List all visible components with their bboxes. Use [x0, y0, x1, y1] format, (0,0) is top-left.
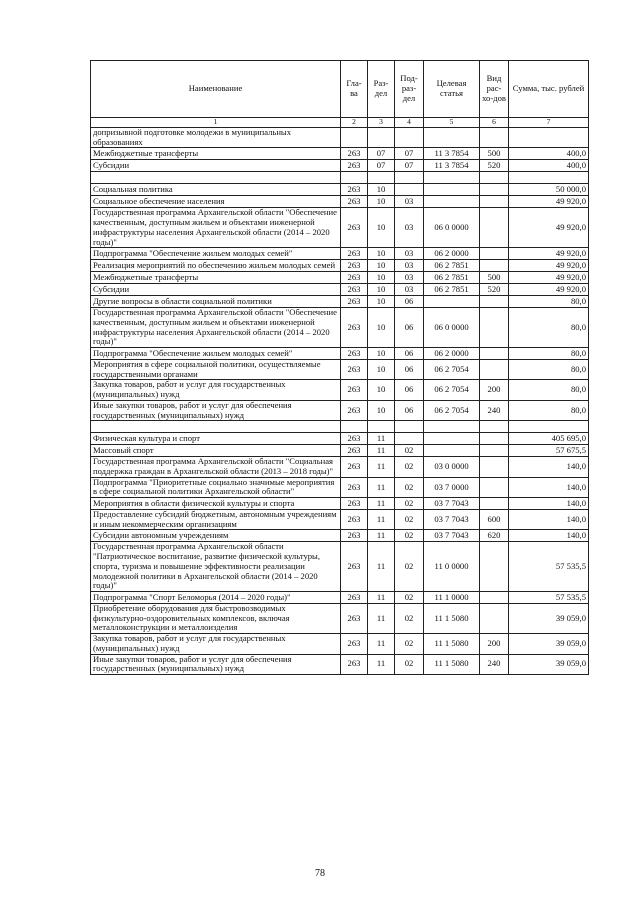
row-section: 11: [368, 530, 395, 542]
row-section: 10: [368, 348, 395, 360]
col-header-section: Раз-дел: [368, 61, 395, 118]
row-subsection: [395, 421, 424, 433]
row-chapter: 263: [341, 477, 368, 497]
row-name: Реализация мероприятий по обеспечению жильем молодых семей: [91, 260, 341, 272]
col-header-expense-type: Вид рас-хо-дов: [480, 61, 509, 118]
row-chapter: 263: [341, 603, 368, 633]
row-amount: 49 920,0: [509, 208, 589, 248]
col-number: 2: [341, 118, 368, 128]
row-subsection: 03: [395, 208, 424, 248]
row-subsection: 06: [395, 400, 424, 420]
row-chapter: 263: [341, 530, 368, 542]
row-subsection: [395, 184, 424, 196]
row-subsection: 02: [395, 477, 424, 497]
row-target-item: [424, 296, 480, 308]
page-number: 78: [315, 868, 325, 879]
row-section: 10: [368, 196, 395, 208]
row-expense-type: [480, 196, 509, 208]
col-number: 6: [480, 118, 509, 128]
table-row: [91, 184, 589, 196]
row-subsection: 02: [395, 603, 424, 633]
row-amount: 49 920,0: [509, 260, 589, 272]
row-expense-type: [480, 260, 509, 272]
row-subsection: 02: [395, 457, 424, 477]
row-chapter: 263: [341, 360, 368, 380]
row-name: Физическая культура и спорт: [91, 433, 341, 445]
row-amount: 400,0: [509, 160, 589, 172]
row-subsection: 07: [395, 148, 424, 160]
row-target-item: 03 7 7043: [424, 498, 480, 510]
row-name: Закупка товаров, работ и услуг для государственных (муниципальных) нужд: [91, 380, 341, 400]
table-row: [91, 248, 589, 260]
row-amount: 140,0: [509, 457, 589, 477]
table-row: [91, 498, 589, 510]
row-expense-type: [480, 348, 509, 360]
row-name: Межбюджетные трансферты: [91, 148, 341, 160]
row-name: Иные закупки товаров, работ и услуг для обеспечения государственных (муниципальных) нужд: [91, 654, 341, 674]
budget-table: [90, 60, 589, 675]
row-name: Государственная программа Архангельской области "Обеспечение качественным, доступным жильем и объектами инженерной инфраструктуры населения Архангельской области (2014 – 2020 годы)": [91, 208, 341, 248]
row-chapter: 263: [341, 457, 368, 477]
row-amount: 80,0: [509, 400, 589, 420]
column-number-row: [91, 118, 589, 128]
row-expense-type: [480, 542, 509, 592]
row-name: Субсидии: [91, 284, 341, 296]
row-target-item: 06 2 7054: [424, 400, 480, 420]
row-expense-type: [480, 308, 509, 348]
row-subsection: 02: [395, 634, 424, 654]
table-row: [91, 296, 589, 308]
row-name: Иные закупки товаров, работ и услуг для обеспечения государственных (муниципальных) нужд: [91, 400, 341, 420]
row-expense-type: [480, 457, 509, 477]
table-row: [91, 360, 589, 380]
col-number: 5: [424, 118, 480, 128]
row-target-item: 06 2 0000: [424, 248, 480, 260]
row-amount: 39 059,0: [509, 603, 589, 633]
table-body: [91, 128, 589, 675]
table-row: [91, 654, 589, 674]
row-amount: 80,0: [509, 380, 589, 400]
row-chapter: [341, 421, 368, 433]
row-expense-type: 520: [480, 284, 509, 296]
table-spacer-row: [91, 421, 589, 433]
table-row: [91, 348, 589, 360]
row-amount: 57 675,5: [509, 445, 589, 457]
row-subsection: 07: [395, 160, 424, 172]
row-chapter: 263: [341, 542, 368, 592]
row-expense-type: 200: [480, 380, 509, 400]
row-chapter: 263: [341, 380, 368, 400]
row-subsection: 02: [395, 542, 424, 592]
row-name: [91, 421, 341, 433]
row-amount: 405 695,0: [509, 433, 589, 445]
row-name: Закупка товаров, работ и услуг для государственных (муниципальных) нужд: [91, 634, 341, 654]
table-row: [91, 308, 589, 348]
row-chapter: 263: [341, 308, 368, 348]
row-amount: 49 920,0: [509, 272, 589, 284]
row-chapter: 263: [341, 148, 368, 160]
row-expense-type: 240: [480, 400, 509, 420]
row-section: 11: [368, 498, 395, 510]
row-name: Субсидии автономным учреждениям: [91, 530, 341, 542]
row-subsection: 06: [395, 380, 424, 400]
row-chapter: 263: [341, 284, 368, 296]
table-row: [91, 196, 589, 208]
row-amount: 49 920,0: [509, 196, 589, 208]
row-target-item: 06 0 0000: [424, 208, 480, 248]
row-amount: 57 535,5: [509, 591, 589, 603]
table-row: [91, 530, 589, 542]
row-section: 11: [368, 445, 395, 457]
row-target-item: 11 0 0000: [424, 542, 480, 592]
row-expense-type: [480, 208, 509, 248]
row-expense-type: 620: [480, 530, 509, 542]
table-row: [91, 260, 589, 272]
row-chapter: 263: [341, 591, 368, 603]
row-amount: 57 535,5: [509, 542, 589, 592]
row-amount: 140,0: [509, 510, 589, 530]
row-chapter: 263: [341, 160, 368, 172]
row-chapter: 263: [341, 184, 368, 196]
row-target-item: 11 1 5080: [424, 603, 480, 633]
row-subsection: 02: [395, 654, 424, 674]
row-target-item: 06 2 7054: [424, 380, 480, 400]
row-amount: 140,0: [509, 530, 589, 542]
row-name: Подпрограмма "Спорт Беломорья (2014 – 2020 годы)": [91, 591, 341, 603]
row-chapter: 263: [341, 208, 368, 248]
row-section: 11: [368, 477, 395, 497]
row-name: Мероприятия в сфере социальной политики, осуществляемые государственными органами: [91, 360, 341, 380]
row-target-item: 11 3 7854: [424, 160, 480, 172]
col-header-chapter: Гла-ва: [341, 61, 368, 118]
row-amount: 80,0: [509, 348, 589, 360]
col-number: 4: [395, 118, 424, 128]
row-amount: 80,0: [509, 308, 589, 348]
row-expense-type: 500: [480, 148, 509, 160]
row-name: Мероприятия в области физической культуры и спорта: [91, 498, 341, 510]
row-target-item: 06 0 0000: [424, 308, 480, 348]
row-target-item: 03 0 0000: [424, 457, 480, 477]
row-target-item: [424, 433, 480, 445]
row-expense-type: 520: [480, 160, 509, 172]
row-expense-type: [480, 360, 509, 380]
row-subsection: 02: [395, 591, 424, 603]
row-name: Подпрограмма "Обеспечение жильем молодых семей": [91, 248, 341, 260]
row-chapter: 263: [341, 272, 368, 284]
row-chapter: 263: [341, 196, 368, 208]
row-subsection: 06: [395, 348, 424, 360]
table-row: [91, 272, 589, 284]
row-section: 11: [368, 433, 395, 445]
row-amount: 39 059,0: [509, 634, 589, 654]
row-target-item: 03 7 7043: [424, 510, 480, 530]
row-section: [368, 128, 395, 148]
row-expense-type: [480, 498, 509, 510]
row-name: Приобретение оборудования для быстровозводимых физкультурно-оздоровительных комплексов, включая металлоконструкции и металлоизделия: [91, 603, 341, 633]
row-target-item: 11 1 5080: [424, 654, 480, 674]
row-section: 10: [368, 284, 395, 296]
row-expense-type: [480, 172, 509, 184]
row-name: Социальная политика: [91, 184, 341, 196]
row-amount: [509, 172, 589, 184]
row-expense-type: [480, 445, 509, 457]
row-subsection: 02: [395, 498, 424, 510]
row-section: 07: [368, 148, 395, 160]
row-subsection: 06: [395, 308, 424, 348]
row-section: [368, 421, 395, 433]
col-number: 1: [91, 118, 341, 128]
row-expense-type: [480, 603, 509, 633]
row-chapter: 263: [341, 498, 368, 510]
row-expense-type: [480, 184, 509, 196]
row-section: 10: [368, 208, 395, 248]
row-target-item: [424, 128, 480, 148]
row-amount: 39 059,0: [509, 654, 589, 674]
row-name: Государственная программа Архангельской области "Обеспечение качественным, доступным жильем и объектами инженерной инфраструктуры населения Архангельской области (2014 – 2020 годы)": [91, 308, 341, 348]
row-amount: [509, 421, 589, 433]
row-subsection: [395, 128, 424, 148]
row-section: 10: [368, 248, 395, 260]
row-subsection: 03: [395, 272, 424, 284]
table-spacer-row: [91, 172, 589, 184]
row-section: 10: [368, 296, 395, 308]
row-subsection: 02: [395, 530, 424, 542]
row-subsection: [395, 172, 424, 184]
row-section: 11: [368, 510, 395, 530]
table-row: [91, 208, 589, 248]
row-target-item: 06 2 7851: [424, 284, 480, 296]
row-section: 11: [368, 542, 395, 592]
row-amount: 50 000,0: [509, 184, 589, 196]
row-target-item: [424, 445, 480, 457]
row-expense-type: 500: [480, 272, 509, 284]
row-section: 11: [368, 654, 395, 674]
col-header-name: Наименование: [91, 61, 341, 118]
row-subsection: 06: [395, 360, 424, 380]
row-chapter: 263: [341, 445, 368, 457]
col-number: 7: [509, 118, 589, 128]
col-header-target-item: Целевая статья: [424, 61, 480, 118]
row-target-item: 03 7 0000: [424, 477, 480, 497]
row-name: Государственная программа Архангельской области "Социальная поддержка граждан в Архангельской области (2013 – 2018 годы)": [91, 457, 341, 477]
row-name: Государственная программа Архангельской области "Патриотическое воспитание, развитие физической культуры, спорта, туризма и повышение эффективности реализации молодежной политики в Архангельской области (2014 – 2020 годы)": [91, 542, 341, 592]
row-expense-type: [480, 248, 509, 260]
row-section: 10: [368, 260, 395, 272]
row-section: 10: [368, 272, 395, 284]
row-section: 11: [368, 603, 395, 633]
col-number: 3: [368, 118, 395, 128]
row-expense-type: [480, 296, 509, 308]
table-row: [91, 542, 589, 592]
row-chapter: 263: [341, 634, 368, 654]
row-name: [91, 172, 341, 184]
row-section: 11: [368, 591, 395, 603]
row-section: [368, 172, 395, 184]
row-section: 10: [368, 308, 395, 348]
table-row: [91, 634, 589, 654]
table-row: [91, 400, 589, 420]
row-section: 10: [368, 360, 395, 380]
row-section: 07: [368, 160, 395, 172]
row-chapter: 263: [341, 433, 368, 445]
row-section: 10: [368, 380, 395, 400]
row-target-item: [424, 421, 480, 433]
row-target-item: 11 1 0000: [424, 591, 480, 603]
row-chapter: [341, 172, 368, 184]
table-row: [91, 591, 589, 603]
row-subsection: 02: [395, 445, 424, 457]
row-subsection: 06: [395, 296, 424, 308]
row-subsection: 03: [395, 196, 424, 208]
row-target-item: 03 7 7043: [424, 530, 480, 542]
row-chapter: 263: [341, 260, 368, 272]
row-name: Субсидии: [91, 160, 341, 172]
row-target-item: 06 2 0000: [424, 348, 480, 360]
table-row: [91, 128, 589, 148]
row-subsection: 03: [395, 284, 424, 296]
row-expense-type: [480, 591, 509, 603]
row-target-item: 11 1 5080: [424, 634, 480, 654]
row-target-item: 06 2 7054: [424, 360, 480, 380]
row-subsection: 03: [395, 260, 424, 272]
row-name: Предоставление субсидий бюджетным, автономным учреждениям и иным некоммерческим организациям: [91, 510, 341, 530]
row-chapter: 263: [341, 400, 368, 420]
table-row: [91, 284, 589, 296]
row-section: 10: [368, 184, 395, 196]
row-target-item: [424, 184, 480, 196]
row-name: Подпрограмма "Обеспечение жильем молодых семей": [91, 348, 341, 360]
table-row: [91, 148, 589, 160]
row-amount: 140,0: [509, 498, 589, 510]
row-section: 10: [368, 400, 395, 420]
table-row: [91, 445, 589, 457]
row-amount: 49 920,0: [509, 248, 589, 260]
row-chapter: [341, 128, 368, 148]
row-name: допризывной подготовке молодежи в муниципальных образованиях: [91, 128, 341, 148]
col-header-subsection: Под-раз-дел: [395, 61, 424, 118]
header-row: [91, 61, 589, 118]
row-name: Межбюджетные трансферты: [91, 272, 341, 284]
row-section: 11: [368, 457, 395, 477]
row-name: Подпрограмма "Приоритетные социально значимые мероприятия в сфере социальной политики Архангельской области": [91, 477, 341, 497]
row-subsection: 03: [395, 248, 424, 260]
table-row: [91, 160, 589, 172]
row-name: Другие вопросы в области социальной политики: [91, 296, 341, 308]
table-row: [91, 510, 589, 530]
row-amount: 80,0: [509, 360, 589, 380]
row-target-item: 06 2 7851: [424, 260, 480, 272]
row-amount: 80,0: [509, 296, 589, 308]
row-amount: [509, 128, 589, 148]
table-row: [91, 603, 589, 633]
row-target-item: [424, 172, 480, 184]
row-chapter: 263: [341, 510, 368, 530]
row-name: Массовый спорт: [91, 445, 341, 457]
table-row: [91, 433, 589, 445]
row-name: Социальное обеспечение населения: [91, 196, 341, 208]
row-chapter: 263: [341, 248, 368, 260]
row-expense-type: 200: [480, 634, 509, 654]
row-amount: 49 920,0: [509, 284, 589, 296]
row-target-item: 11 3 7854: [424, 148, 480, 160]
row-chapter: 263: [341, 348, 368, 360]
row-expense-type: 240: [480, 654, 509, 674]
table-row: [91, 477, 589, 497]
row-section: 11: [368, 634, 395, 654]
row-amount: 400,0: [509, 148, 589, 160]
row-chapter: 263: [341, 296, 368, 308]
row-expense-type: [480, 128, 509, 148]
row-target-item: [424, 196, 480, 208]
row-expense-type: [480, 477, 509, 497]
row-expense-type: [480, 421, 509, 433]
row-subsection: 02: [395, 510, 424, 530]
row-expense-type: 600: [480, 510, 509, 530]
row-expense-type: [480, 433, 509, 445]
row-subsection: [395, 433, 424, 445]
row-target-item: 06 2 7851: [424, 272, 480, 284]
table-row: [91, 380, 589, 400]
col-header-amount: Сумма, тыс. рублей: [509, 61, 589, 118]
table-row: [91, 457, 589, 477]
row-amount: 140,0: [509, 477, 589, 497]
row-chapter: 263: [341, 654, 368, 674]
